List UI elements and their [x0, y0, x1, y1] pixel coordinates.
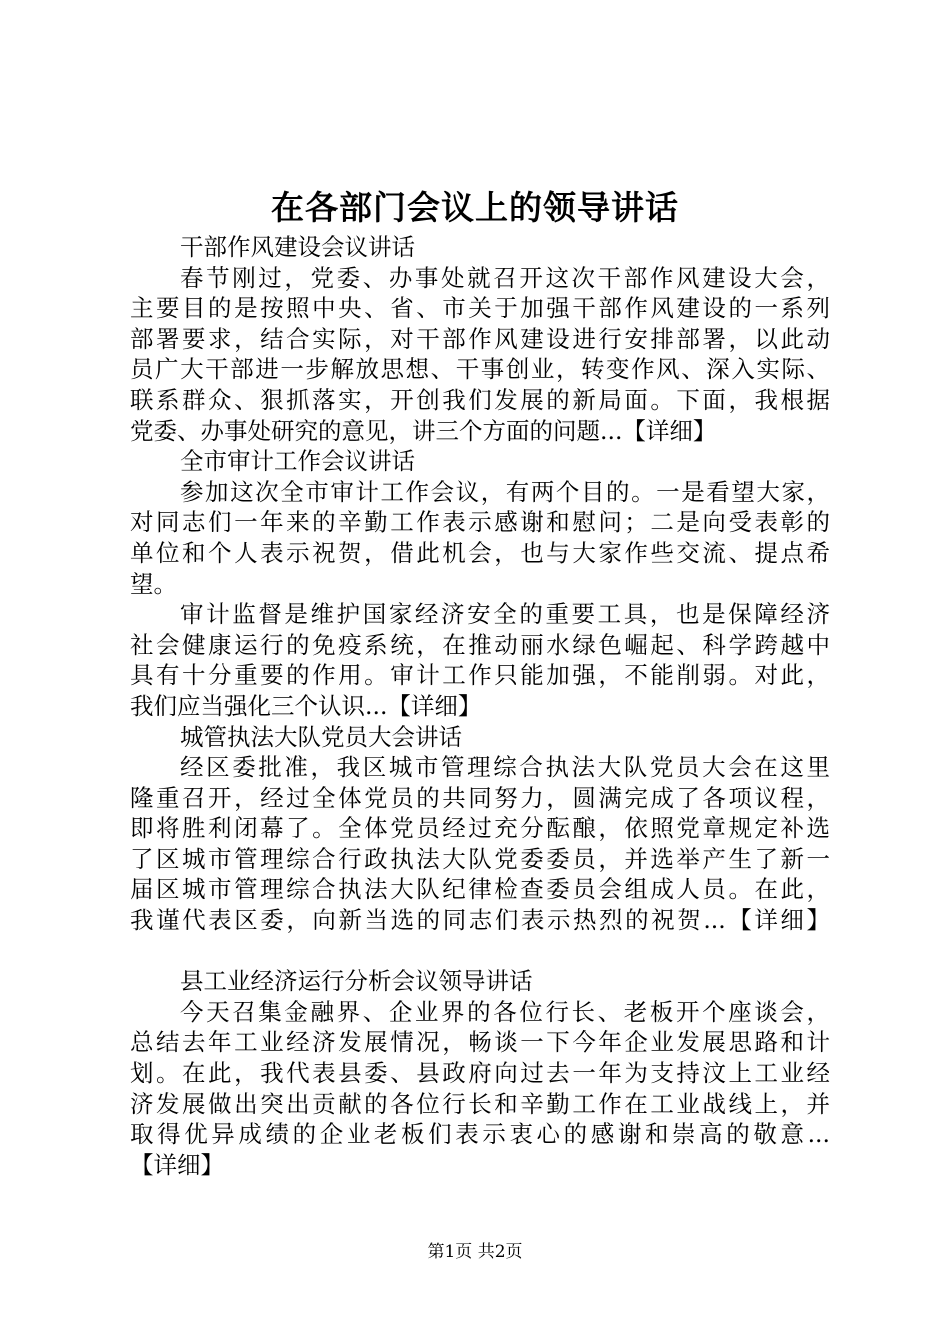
paragraph-line: 具有十分重要的作用。审计工作只能加强，不能削弱。对此，: [130, 661, 830, 690]
paragraph-line: 划。在此，我代表县委、县政府向过去一年为支持汶上工业经: [130, 1059, 830, 1088]
paragraph-line: 届区城市管理综合执法大队纪律检查委员会组成人员。在此，: [130, 875, 830, 904]
paragraph-line: 即将胜利闭幕了。全体党员经过充分酝酿，依照党章规定补选: [130, 814, 830, 843]
page-footer: 第1页 共2页: [427, 1242, 523, 1262]
paragraph-line: 总结去年工业经济发展情况，畅谈一下今年企业发展思路和计: [130, 1028, 830, 1057]
paragraph-line: 今天召集金融界、企业界的各位行长、老板开个座谈会，: [180, 997, 830, 1026]
detail-link[interactable]: 【详细】: [130, 1150, 224, 1179]
paragraph-line: 取得优异成绩的企业老板们表示衷心的感谢和崇高的敬意...: [130, 1120, 830, 1149]
paragraph-line: 联系群众、狠抓落实，开创我们发展的新局面。下面，我根据: [130, 385, 830, 414]
paragraph-line: 春节刚过，党委、办事处就召开这次干部作风建设大会，: [180, 263, 830, 292]
paragraph-line-with-link[interactable]: 党委、办事处研究的意见，讲三个方面的问题...【详细】: [130, 416, 717, 445]
paragraph-line: 社会健康运行的免疫系统，在推动丽水绿色崛起、科学跨越中: [130, 630, 830, 659]
paragraph-line: 对同志们一年来的辛勤工作表示感谢和慰问；二是向受表彰的: [130, 508, 830, 537]
document-body: [130, 232, 830, 1180]
paragraph-line: 单位和个人表示祝贺，借此机会，也与大家作些交流、提点希: [130, 538, 830, 567]
paragraph-line: 经区委批准，我区城市管理综合执法大队党员大会在这里: [180, 753, 830, 782]
paragraph-line: 隆重召开，经过全体党员的共同努力，圆满完成了各项议程，: [130, 783, 830, 812]
document-title: 在各部门会议上的领导讲话: [271, 188, 679, 227]
section-heading: 干部作风建设会议讲话: [180, 233, 415, 261]
section-heading: 全市审计工作会议讲话: [180, 447, 415, 476]
paragraph-line: 了区城市管理综合行政执法大队党委委员，并选举产生了新一: [130, 844, 830, 873]
section-heading: 县工业经济运行分析会议领导讲话: [180, 967, 533, 996]
paragraph-line: 部署要求，结合实际，对干部作风建设进行安排部署，以此动: [130, 324, 830, 353]
paragraph-line: 员广大干部进一步解放思想、干事创业，转变作风、深入实际、: [130, 355, 830, 384]
paragraph-line: 望。: [130, 569, 177, 598]
paragraph-line: 审计监督是维护国家经济安全的重要工具，也是保障经济: [180, 600, 830, 629]
paragraph-line: 主要目的是按照中央、省、市关于加强干部作风建设的一系列: [130, 294, 830, 323]
section-heading: 城管执法大队党员大会讲话: [180, 722, 462, 751]
paragraph-line-with-link[interactable]: 我谨代表区委，向新当选的同志们表示热烈的祝贺...【详细】: [130, 906, 830, 935]
paragraph-line-with-link[interactable]: 我们应当强化三个认识...【详细】: [130, 691, 482, 720]
paragraph-line: 济发展做出突出贡献的各位行长和辛勤工作在工业战线上，并: [130, 1089, 830, 1118]
paragraph-line: 参加这次全市审计工作会议，有两个目的。一是看望大家，: [180, 477, 830, 506]
blank-line: [130, 936, 830, 967]
